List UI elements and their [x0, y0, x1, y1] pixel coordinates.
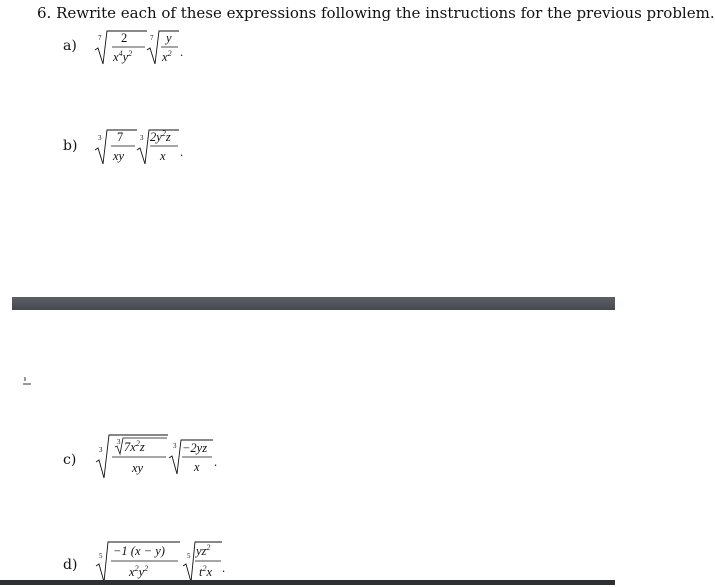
fraction-denominator-c1: xy — [132, 461, 144, 475]
fraction-denominator-b2: x — [160, 149, 166, 163]
fraction-numerator-d1: −1 (x − y) — [113, 544, 165, 558]
item-label-d: d) — [63, 557, 78, 573]
expression-c — [95, 430, 220, 485]
fraction-numerator-a2: y — [166, 31, 172, 45]
expression-b — [95, 124, 195, 173]
margin-mark-icon — [22, 372, 32, 382]
bottom-divider-bar — [0, 580, 615, 585]
item-label-b: b) — [63, 138, 78, 154]
page-divider-bar — [12, 297, 615, 310]
fraction-denominator-a2: $x^2$ — [162, 49, 172, 64]
fraction-numerator-a1: 2 — [121, 31, 128, 45]
fraction-numerator-b1: 7 — [117, 130, 124, 144]
radical-index-d2: 5 — [187, 552, 191, 560]
period-a: . — [180, 45, 184, 59]
fraction-denominator-d2: $t^2x$ — [199, 564, 213, 579]
expression-a — [95, 26, 195, 73]
radical-index-a1: 7 — [98, 34, 102, 42]
radical-index-inner-c: 3 — [117, 438, 121, 446]
radical-index-c1: 3 — [99, 446, 103, 454]
fraction-denominator-c2: x — [194, 460, 200, 474]
radical-index-b2: 3 — [140, 134, 144, 142]
item-label-a: a) — [63, 38, 77, 54]
fraction-numerator-d2: $yz^2$ — [196, 543, 211, 558]
inner-radicand-c: $7x^2z$ — [124, 439, 145, 454]
period-c: . — [214, 455, 218, 469]
fraction-denominator-a1: $x^4y^2$ — [113, 49, 133, 64]
fraction-denominator-b1: xy — [113, 149, 125, 163]
period-d: . — [222, 561, 226, 575]
radical-index-b1: 3 — [98, 134, 102, 142]
problem-statement — [37, 4, 715, 22]
radical-index-c2: 3 — [173, 442, 177, 450]
item-label-c: c) — [63, 452, 77, 468]
period-b: . — [180, 145, 184, 159]
radical-index-d1: 5 — [99, 552, 103, 560]
fraction-numerator-c2: −2yz — [182, 441, 208, 455]
fraction-numerator-b2: $2y^2z$ — [150, 129, 171, 144]
problem-number: 6. — [37, 4, 52, 22]
problem-instruction: Rewrite each of these expressions following the instructions for the previous problem. — [56, 4, 715, 22]
radical-index-a2: 7 — [150, 34, 154, 42]
fraction-denominator-d1: $x^2y^2$ — [129, 564, 149, 579]
